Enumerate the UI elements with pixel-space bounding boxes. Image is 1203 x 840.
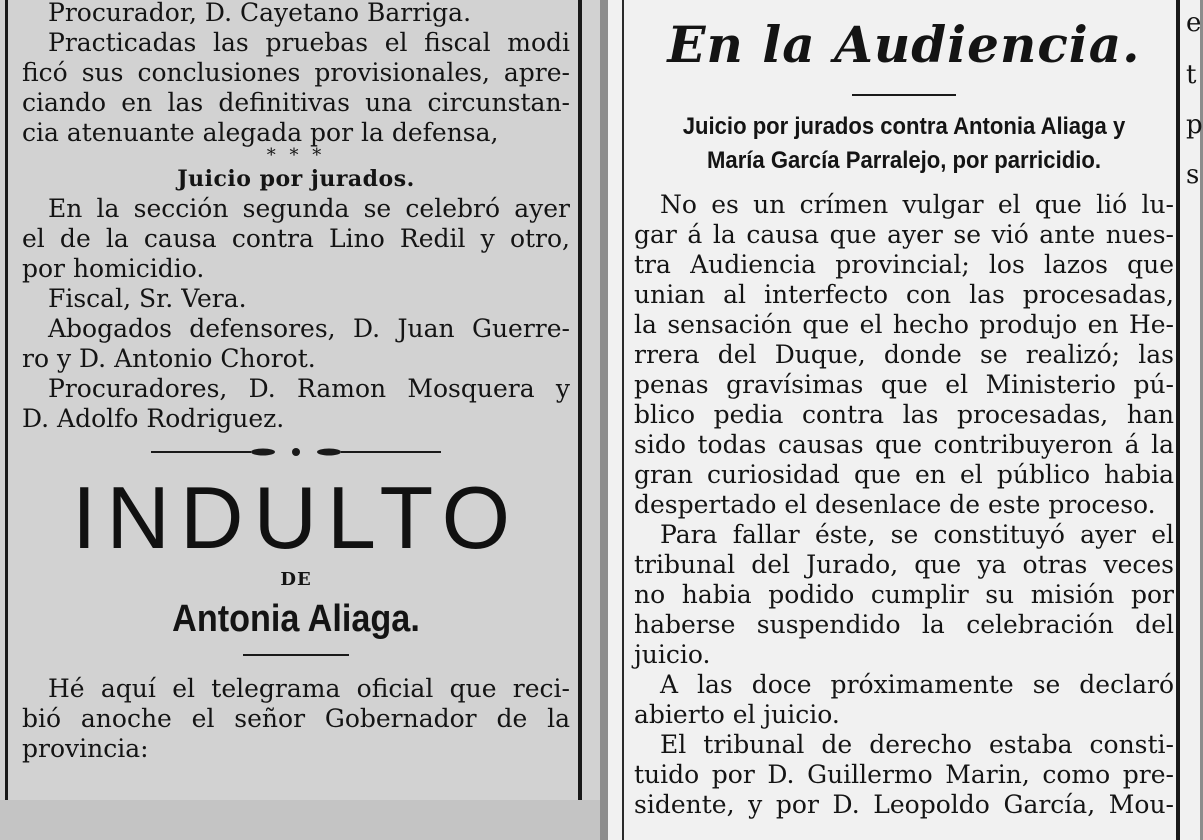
text-line: el de la causa contra Lino Redil y otro, [22,224,570,253]
text-line: ficó sus conclusiones provisionales, apre- [22,58,570,87]
text-line: sido todas causas que contribuyeron á la [634,430,1174,459]
text-line: tuido por D. Guillermo Marin, como pre- [634,760,1174,789]
text-line: sidente, y por D. Leopoldo García, Mou- [634,790,1174,819]
text-line: D. Adolfo Rodriguez. [22,404,285,433]
page-bottom-margin [0,800,600,840]
title-name: Antonia Aliaga. [172,598,420,640]
text-line: El tribunal de derecho estaba consti- [660,730,1174,759]
left-text-column [22,0,570,764]
text-line: Hé aquí el telegrama oficial que reci- [48,674,570,703]
edge-fragment: e [1186,8,1202,38]
text-line: por homicidio. [22,254,205,283]
text-line: penas gravísimas que el Ministerio pú- [634,370,1174,399]
text-line: A las doce próximamente se declaró [660,670,1174,699]
ornamental-divider [22,434,570,470]
text-line: Procuradores, D. Ramon Mosquera y [48,374,570,403]
text-line: blico pedia contra las procesadas, han [634,400,1174,429]
short-divider [243,654,349,656]
text-line: juicio. [634,640,711,669]
text-line: rrera del Duque, donde se realizó; las [634,340,1174,369]
text-line: bió anoche el señor Gobernador de la [22,704,570,733]
column-rule-right [1176,0,1180,840]
text-line: provincia: [22,734,149,763]
edge-fragment: p [1186,110,1203,140]
section-heading: Juicio por jurados. [177,166,415,192]
text-line: Procurador, D. Cayetano Barriga. [48,0,472,27]
short-divider [852,94,956,96]
text-line: tra Audiencia provincial; los lazos que [634,250,1174,279]
article-subhead-line: María García Parralejo, por parricidio. [707,147,1101,174]
column-rule-left [622,0,624,840]
right-text-column [634,8,1174,820]
text-line: abierto el juicio. [634,700,840,729]
text-line: gran curiosidad que en el público habia [634,460,1174,489]
text-line: tribunal del Jurado, que ya otras veces [634,550,1174,579]
left-newspaper-page [0,0,600,840]
text-line: No es un crímen vulgar el que lió lu- [660,190,1174,219]
text-line: unian al interfecto con las procesadas, [634,280,1174,309]
text-line: Abogados defensores, D. Juan Guerre- [48,314,570,343]
column-rule-right [578,0,582,800]
indulto-title: INDULTO [71,468,521,567]
text-line: En la sección segunda se celebró ayer [48,194,570,223]
section-stars: * * * [266,145,326,166]
right-newspaper-page [608,0,1203,840]
text-line: la sensación que el hecho produjo en He- [634,310,1174,339]
text-line: ciando en las definitivas una circunstan- [22,88,570,117]
text-line: Fiscal, Sr. Vera. [48,284,247,313]
text-line: ro y D. Antonio Chorot. [22,344,316,373]
text-line: Para fallar éste, se constituyó ayer el [660,520,1174,549]
audiencia-title: En la Audiencia. [667,15,1141,74]
text-line: gar á la causa que ayer se vió ante nues- [634,220,1174,249]
article-subhead-line: Juicio por jurados contra Antonia Aliaga y [682,113,1126,140]
column-rule-left [5,0,8,800]
edge-fragment: t [1186,60,1197,90]
text-line: Practicadas las pruebas el fiscal modi [48,28,570,57]
text-line: haberse suspendido la celebración del [634,610,1174,639]
text-line: no habia podido cumplir su misión por [634,580,1174,609]
title-preposition: DE [280,569,312,590]
edge-fragment: s [1186,160,1200,190]
text-line: cia atenuante alegada por la defensa, [22,118,499,147]
text-line: despertado el desenlace de este proceso. [634,490,1156,519]
